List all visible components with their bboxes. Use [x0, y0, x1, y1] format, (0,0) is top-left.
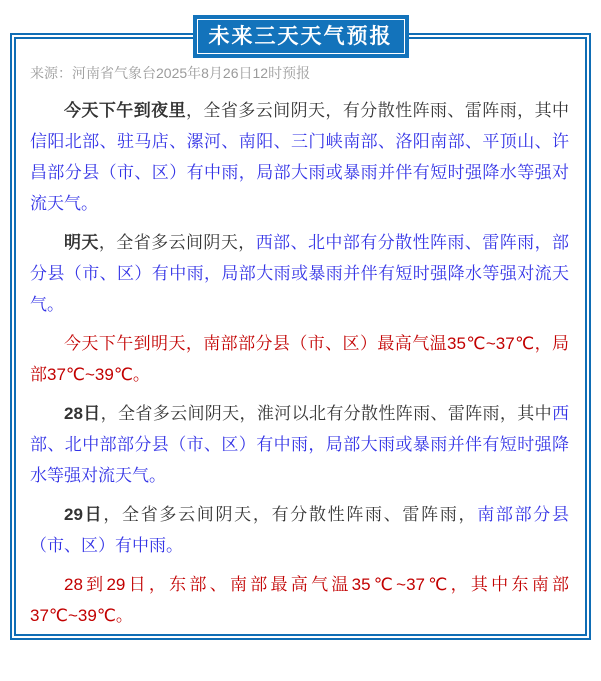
text-segment: 29日 — [64, 505, 104, 524]
forecast-paragraph — [30, 95, 569, 219]
forecast-paragraphs — [30, 95, 569, 631]
text-segment: 明天 — [64, 233, 99, 252]
title-badge — [193, 15, 409, 58]
text-segment: ，全省多云间阴天，有分散性阵雨、雷阵雨，其中 — [186, 101, 569, 120]
content-frame — [10, 25, 591, 640]
text-segment: ，全省多云间阴天，淮河以北有分散性阵雨、雷阵雨，其中 — [100, 404, 552, 423]
text-segment: 今天下午到明天，南部部分县（市、区）最高气温35℃~37℃，局部37℃~39℃。 — [30, 334, 569, 384]
forecast-paragraph — [30, 328, 569, 390]
text-segment: 28到29日，东部、南部最高气温35℃~37℃，其中东南部37℃~39℃。 — [30, 575, 569, 625]
forecast-paragraph — [30, 569, 569, 631]
page-title: 未来三天天气预报 — [208, 25, 393, 48]
content-frame-inner — [14, 37, 587, 636]
forecast-paragraph — [30, 398, 569, 491]
text-segment: 信阳北部、驻马店、漯河、南阳、三门峡南部、洛阳南部、平顶山、许昌部分县（市、区）有中雨，局部大雨或暴雨并伴有短时强降水等强对流天气。 — [30, 132, 569, 213]
text-segment: 南部部分县（市、区）有中雨。 — [30, 505, 569, 555]
text-segment: ，全省多云间阴天，有分散性阵雨、雷阵雨， — [103, 505, 478, 524]
text-segment: 西部、北中部有分散性阵雨、雷阵雨，部分县（市、区）有中雨，局部大雨或暴雨并伴有短时强降水等强对流天气。 — [30, 233, 570, 314]
text-segment: 28日 — [64, 404, 101, 423]
source-line: 来源：河南省气象台2025年8月26日12时预报 — [30, 65, 311, 81]
text-segment: 今天下午到夜里 — [64, 101, 186, 120]
weather-forecast-page — [0, 25, 601, 640]
text-segment: 西部、北中部部分县（市、区）有中雨，局部大雨或暴雨并伴有短时强降水等强对流天气。 — [30, 404, 569, 485]
text-segment: ，全省多云间阴天， — [98, 233, 256, 252]
forecast-paragraph — [30, 499, 569, 561]
forecast-paragraph — [30, 227, 569, 320]
